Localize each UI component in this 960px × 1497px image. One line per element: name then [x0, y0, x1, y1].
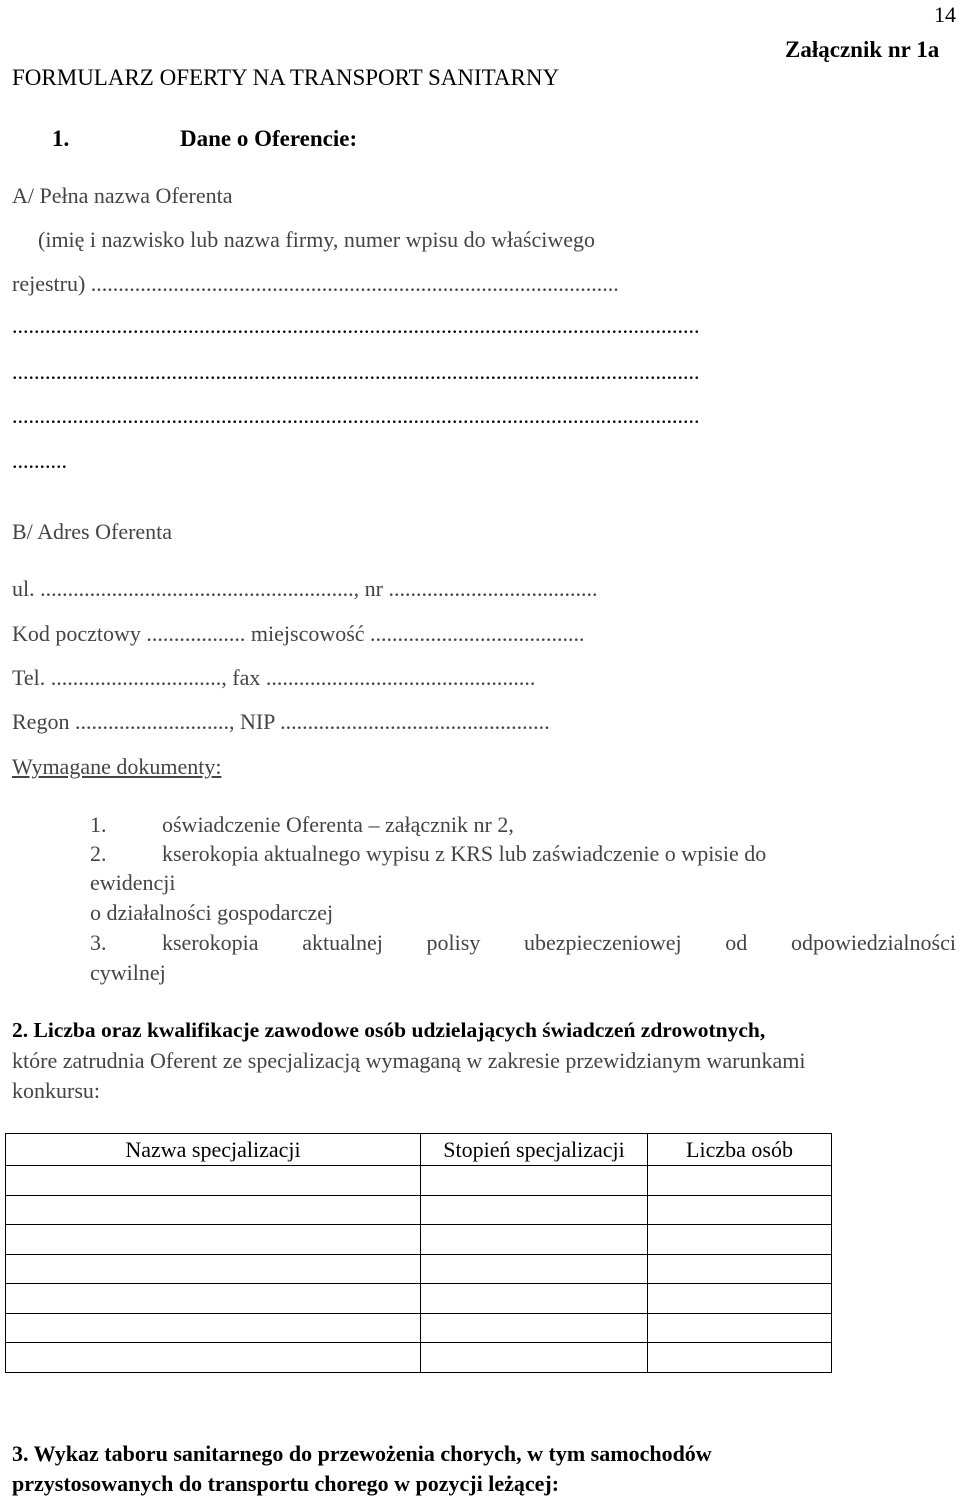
table-cell[interactable] [421, 1343, 648, 1373]
doc-3-cont-1: cywilnej [90, 960, 166, 985]
registry-field: rejestru) ................................................................................................ [12, 271, 619, 296]
doc-2-cont-1: ewidencji [90, 870, 176, 895]
table-cell[interactable] [421, 1225, 648, 1255]
section1-heading: Dane o Oferencie: [180, 126, 358, 151]
table-cell[interactable] [648, 1225, 832, 1255]
section2-line-3: konkursu: [12, 1078, 100, 1103]
table-cell[interactable] [648, 1313, 832, 1343]
section2-heading: 2. Liczba oraz kwalifikacje zawodowe osób udzielających świadczeń zdrowotnych, [12, 1018, 766, 1042]
table-row [6, 1254, 832, 1284]
name-dots-line-1: ............................................................................................................................. [12, 315, 700, 337]
full-name-label: A/ Pełna nazwa Oferenta [12, 183, 233, 208]
doc-3-word: ubezpieczeniowej [524, 930, 682, 955]
table-cell[interactable] [421, 1284, 648, 1314]
column-header-person-count: Liczba osób [648, 1134, 832, 1166]
regon-nip-field: Regon ............................, NIP ................................................. [12, 709, 550, 734]
section2-line-2: które zatrudnia Oferent ze specjalizacją wymaganą w zakresie przewidzianym warunkami [12, 1048, 806, 1073]
full-name-hint: (imię i nazwisko lub nazwa firmy, numer wpisu do właściwego [38, 227, 595, 252]
section3-heading-line-2: przystosowanych do transportu chorego w pozycji leżącej: [12, 1471, 560, 1496]
table-row [6, 1313, 832, 1343]
table-cell[interactable] [6, 1254, 421, 1284]
page-number: 14 [934, 2, 956, 27]
form-title: FORMULARZ OFERTY NA TRANSPORT SANITARNY [12, 65, 560, 90]
table-cell[interactable] [648, 1284, 832, 1314]
table-cell[interactable] [6, 1225, 421, 1255]
table-cell[interactable] [648, 1343, 832, 1373]
doc-1-text: oświadczenie Oferenta – załącznik nr 2, [162, 812, 514, 837]
address-label: B/ Adres Oferenta [12, 519, 173, 544]
street-field: ul. ........................................................., nr ...................................... [12, 576, 598, 601]
doc-3-text [162, 932, 956, 954]
doc-3-number: 3. [90, 930, 107, 955]
table-row [6, 1343, 832, 1373]
phone-fax-field: Tel. ..............................., fax ................................................. [12, 665, 536, 690]
doc-3-word: od [725, 930, 748, 955]
name-dots-line-2: ............................................................................................................................. [12, 361, 700, 383]
doc-3-word: odpowiedzialności [790, 930, 956, 955]
table-cell[interactable] [648, 1195, 832, 1225]
table-cell[interactable] [648, 1166, 832, 1196]
column-header-specialization-name: Nazwa specjalizacji [6, 1134, 421, 1166]
name-dots-short: .......... [12, 448, 67, 473]
table-row [6, 1195, 832, 1225]
table-row [6, 1166, 832, 1196]
section3-heading: 3. Wykaz taboru sanitarnego do przewożenia chorych, w tym samochodów [12, 1441, 712, 1466]
required-docs-label: Wymagane dokumenty: [12, 754, 222, 779]
table-cell[interactable] [421, 1195, 648, 1225]
table-row [6, 1284, 832, 1314]
table-cell[interactable] [6, 1313, 421, 1343]
table-row [6, 1225, 832, 1255]
doc-2-text: kserokopia aktualnego wypisu z KRS lub zaświadczenie o wpisie do [162, 841, 767, 866]
doc-2-cont-2: o działalności gospodarczej [90, 900, 334, 925]
table-header-row [6, 1134, 832, 1166]
postal-field: Kod pocztowy .................. miejscowość ....................................... [12, 621, 585, 646]
section1-number: 1. [52, 126, 70, 151]
doc-3-word: polisy [426, 930, 481, 955]
table-cell[interactable] [421, 1313, 648, 1343]
table-cell[interactable] [6, 1166, 421, 1196]
table-cell[interactable] [6, 1195, 421, 1225]
table-cell[interactable] [6, 1343, 421, 1373]
name-dots-line-3: ............................................................................................................................. [12, 405, 700, 427]
doc-3-word: kserokopia [162, 930, 259, 955]
table-cell[interactable] [421, 1254, 648, 1284]
table-cell[interactable] [421, 1166, 648, 1196]
column-header-specialization-degree: Stopień specjalizacji [421, 1134, 648, 1166]
doc-3-word: aktualnej [302, 930, 383, 955]
attachment-label: Załącznik nr 1a [785, 37, 940, 62]
table-cell[interactable] [648, 1254, 832, 1284]
table-cell[interactable] [6, 1284, 421, 1314]
specializations-table [5, 1133, 832, 1373]
doc-2-number: 2. [90, 841, 107, 866]
doc-1-number: 1. [90, 812, 107, 837]
